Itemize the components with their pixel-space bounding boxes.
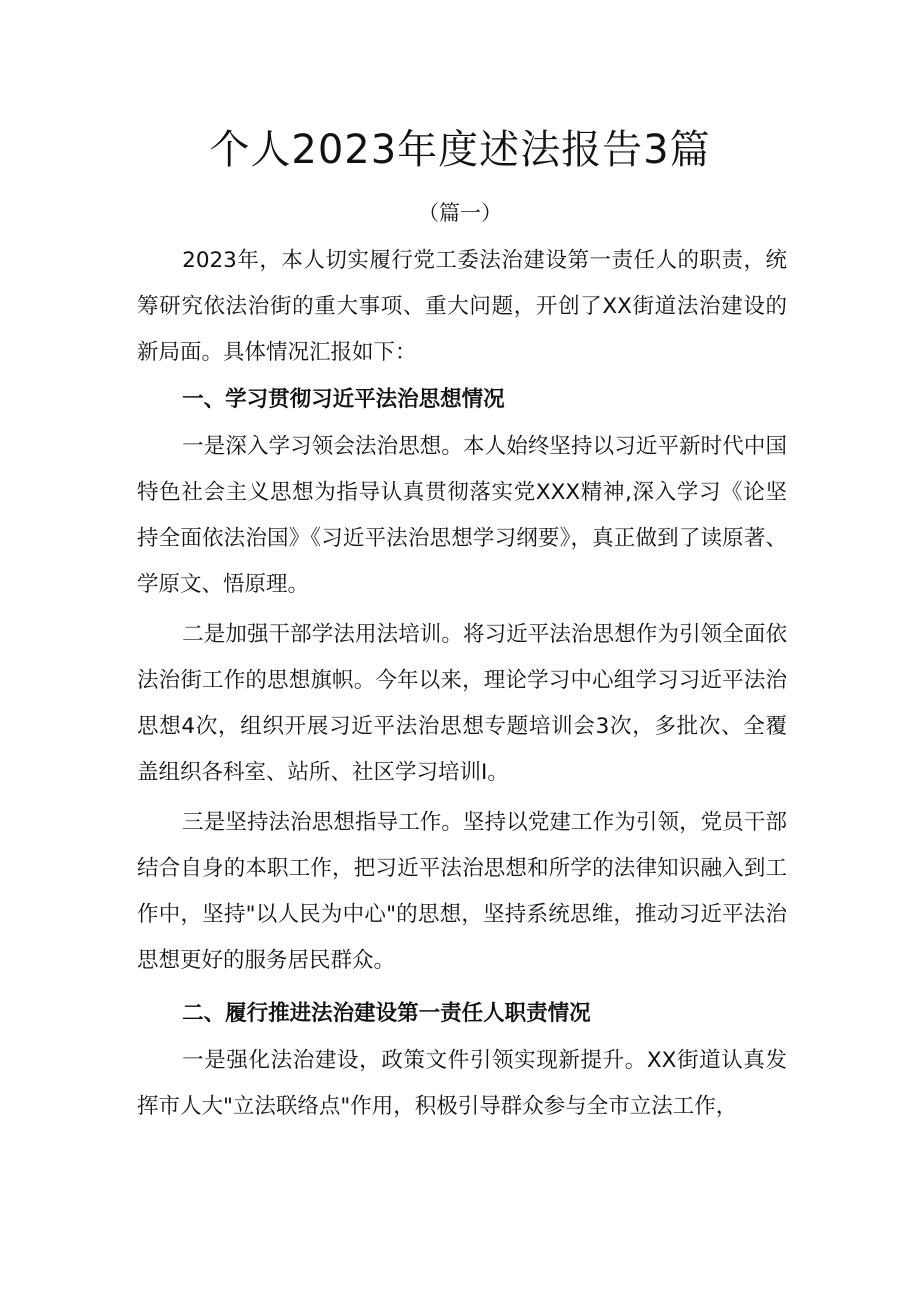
document-title: 个人2023年度述法报告3篇 <box>209 127 711 173</box>
section-1-paragraph-2: 二是加强干部学法用法培训。将习近平法治思想作为引领全面依法治街工作的思想旗帜。今年以来，理论学习中心组学习习近平法治思想4次，组织开展习近平法治思想专题培训会3次，多批次、全覆盖组织各科室、站所、社区学习培训I。 <box>137 622 787 785</box>
section-1-paragraph-3: 三是坚持法治思想指导工作。坚持以党建工作为引领，党员干部结合自身的本职工作，把习近平法治思想和所学的法律知识融入到工作中，坚持"以人民为中心"的思想，坚持系统思维，推动习近平法治思想更好的服务居民群众。 <box>137 810 787 973</box>
section-2-paragraph-1: 一是强化法治建设，政策文件引领实现新提升。XX街道认真发挥市人大"立法联络点"作用，积极引导群众参与全市立法工作， <box>137 1048 787 1119</box>
section-1-paragraph-1: 一是深入学习领会法治思想。本人始终坚持以习近平新时代中国特色社会主义思想为指导认真贯彻落实党XXX精神,深入学习《论坚持全面依法治国》《习近平法治思想学习纲要》，真正做到了读原著、学原文、悟原理。 <box>137 434 787 597</box>
section-heading-1: 一、学习贯彻习近平法治思想情况 <box>182 387 505 412</box>
section-heading-2: 二、履行推进法治建设第一责任人职责情况 <box>182 1001 591 1026</box>
intro-paragraph: 2023年，本人切实履行党工委法治建设第一责任人的职责，统筹研究依法治街的重大事项、重大问题，开创了XX街道法治建设的新局面。具体情况汇报如下： <box>137 248 787 365</box>
document-subtitle: （篇一） <box>418 201 502 225</box>
document-body <box>137 238 787 1130</box>
